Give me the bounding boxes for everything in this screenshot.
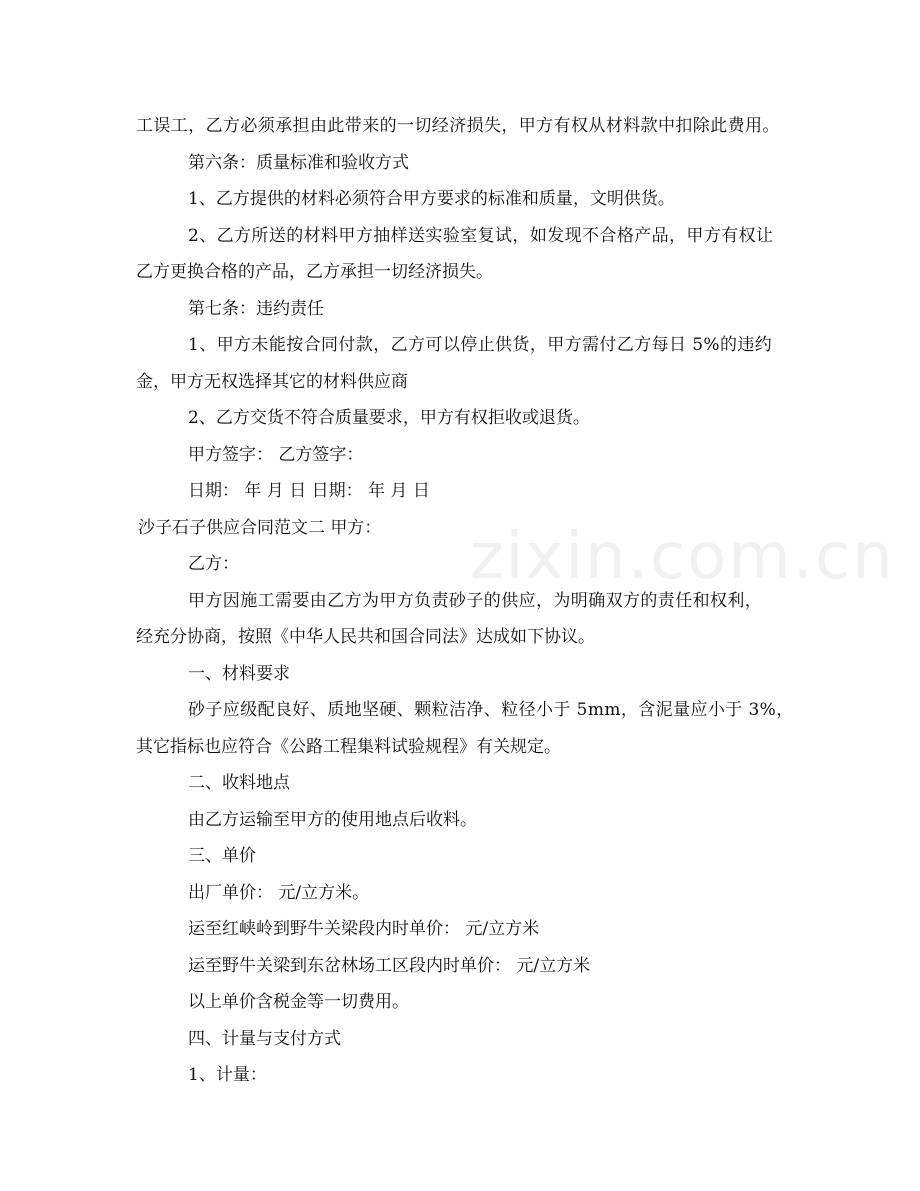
party-b-label: 乙方：	[188, 554, 239, 574]
watermark: zixin.com.cn	[470, 520, 895, 594]
contract-title-two: 沙子石子供应合同范文二 甲方：	[138, 517, 382, 538]
paragraph-item: 1、甲方未能按合同付款，乙方可以停止供货，甲方需付乙方每日 5%的违约	[188, 335, 773, 355]
section-heading-location: 二、收料地点	[188, 773, 290, 793]
paragraph-material-continuation: 其它指标也应符合《公路工程集料试验规程》有关规定。	[136, 736, 561, 757]
price-line: 出厂单价： 元/立方米。	[188, 882, 370, 903]
section-heading-payment: 四、计量与支付方式	[188, 1028, 341, 1049]
price-note: 以上单价含税金等一切费用。	[188, 992, 409, 1012]
payment-item: 1、计量：	[188, 1065, 267, 1085]
section-heading-article-7: 第七条：违约责任	[188, 298, 324, 319]
paragraph-continuation: 工误工，乙方必须承担由此带来的一切经济损失，甲方有权从材料款中扣除此费用。	[136, 116, 780, 136]
price-line: 运至野牛关梁到东岔林场工区段内时单价： 元/立方米	[188, 955, 591, 976]
section-heading-material: 一、材料要求	[188, 663, 290, 684]
signature-line: 甲方签字： 乙方签字：	[188, 444, 364, 465]
paragraph-intro-continuation: 经充分协商，按照《中华人民共和国合同法》达成如下协议。	[136, 627, 595, 647]
paragraph-item: 2、乙方交货不符合质量要求，甲方有权拒收或退货。	[188, 408, 590, 428]
paragraph-location: 由乙方运输至甲方的使用地点后收料。	[188, 809, 477, 830]
section-heading-price: 三、单价	[188, 846, 256, 866]
date-line: 日期： 年 月 日 日期： 年 月 日	[188, 481, 430, 501]
paragraph-item: 1、乙方提供的材料必须符合甲方要求的标准和质量，文明供货。	[188, 189, 675, 209]
paragraph-intro: 甲方因施工需要由乙方为甲方负责砂子的供应，为明确双方的责任和权利，	[188, 590, 763, 611]
paragraph-item-continuation: 金，甲方无权选择其它的材料供应商	[136, 371, 408, 392]
section-heading-article-6: 第六条：质量标准和验收方式	[188, 152, 409, 173]
price-line: 运至红峡岭到野牛关梁段内时单价： 元/立方米	[188, 919, 540, 939]
paragraph-item: 2、乙方所送的材料甲方抽样送实验室复试，如发现不合格产品，甲方有权让	[188, 225, 774, 246]
paragraph-material: 砂子应级配良好、质地坚硬、颗粒洁净、粒径小于 5mm，含泥量应小于 3%，	[188, 700, 794, 720]
document-body	[136, 108, 796, 1094]
paragraph-item-continuation: 乙方更换合格的产品，乙方承担一切经济损失。	[136, 262, 493, 282]
